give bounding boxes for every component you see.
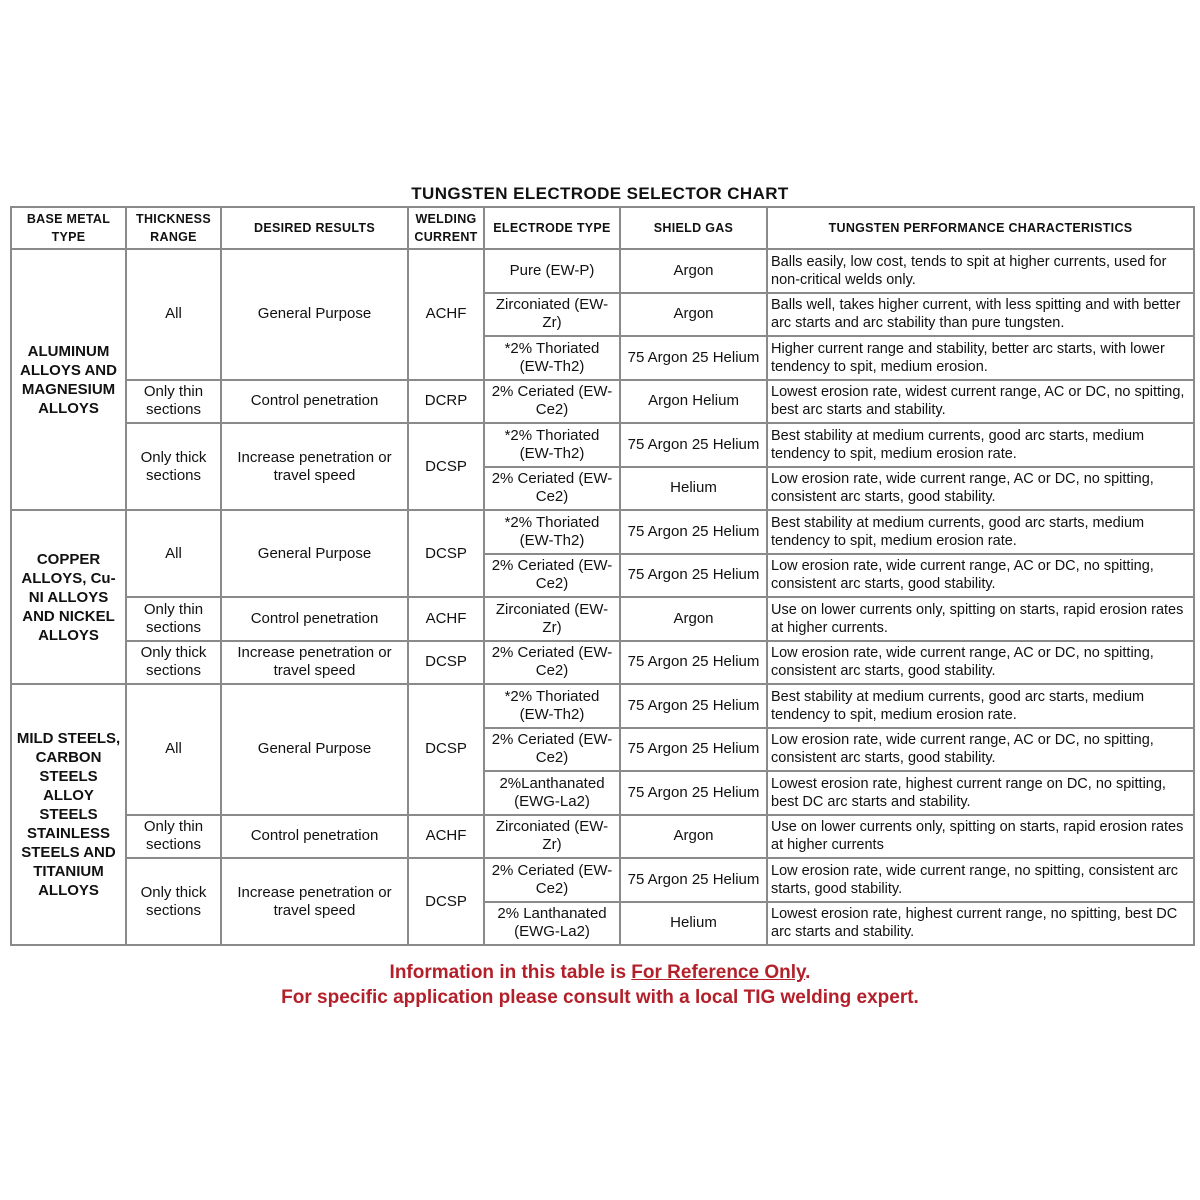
desired-results-cell: Control penetration [221, 380, 408, 424]
electrode-selector-table [10, 206, 1195, 946]
base-metal-cell: COPPER ALLOYS, Cu-NI ALLOYS AND NICKEL ALLOYS [11, 510, 126, 684]
performance-cell: Balls easily, low cost, tends to spit at higher currents, used for non-critical welds only. [767, 249, 1194, 293]
notice-line-2: For specific application please consult with a local TIG welding expert. [281, 987, 919, 1008]
thickness-cell: All [126, 249, 221, 380]
shield-gas-cell: Argon [620, 815, 767, 859]
welding-current-cell: ACHF [408, 815, 484, 859]
thickness-cell: All [126, 684, 221, 815]
performance-cell: Lowest erosion rate, widest current range, AC or DC, no spitting, best arc starts and stability. [767, 380, 1194, 424]
shield-gas-cell: 75 Argon 25 Helium [620, 336, 767, 380]
header-base-metal: BASE METAL TYPE [11, 207, 126, 249]
performance-cell: Low erosion rate, wide current range, no spitting, consistent arc starts, good stability. [767, 858, 1194, 902]
desired-results-cell: Control penetration [221, 597, 408, 641]
performance-cell: Lowest erosion rate, highest current range, no spitting, best DC arc starts and stability. [767, 902, 1194, 946]
shield-gas-cell: 75 Argon 25 Helium [620, 554, 767, 598]
shield-gas-cell: 75 Argon 25 Helium [620, 771, 767, 815]
table-row [11, 858, 1194, 902]
desired-results-cell: General Purpose [221, 249, 408, 380]
chart-title: TUNGSTEN ELECTRODE SELECTOR CHART [411, 184, 789, 203]
electrode-type-cell: Zirconiated (EW-Zr) [484, 293, 620, 337]
thickness-cell: Only thin sections [126, 815, 221, 859]
performance-cell: Best stability at medium currents, good arc starts, medium tendency to spit, medium erosion rate. [767, 510, 1194, 554]
header-electrode-type: ELECTRODE TYPE [484, 207, 620, 249]
performance-cell: Best stability at medium currents, good arc starts, medium tendency to spit, medium erosion rate. [767, 684, 1194, 728]
welding-current-cell: DCSP [408, 858, 484, 945]
shield-gas-cell: 75 Argon 25 Helium [620, 684, 767, 728]
shield-gas-cell: 75 Argon 25 Helium [620, 858, 767, 902]
electrode-type-cell: Zirconiated (EW-Zr) [484, 815, 620, 859]
shield-gas-cell: Argon Helium [620, 380, 767, 424]
table-row [11, 423, 1194, 467]
notice-for-reference-only: For Reference Only [631, 962, 806, 983]
thickness-cell: Only thin sections [126, 380, 221, 424]
welding-current-cell: DCSP [408, 510, 484, 597]
shield-gas-cell: 75 Argon 25 Helium [620, 423, 767, 467]
table-row [11, 597, 1194, 641]
table-row [11, 641, 1194, 685]
performance-cell: Balls well, takes higher current, with less spitting and with better arc starts and arc stability than pure tungsten. [767, 293, 1194, 337]
header-performance: TUNGSTEN PERFORMANCE CHARACTERISTICS [767, 207, 1194, 249]
performance-cell: Low erosion rate, wide current range, AC or DC, no spitting, consistent arc starts, good stability. [767, 554, 1194, 598]
welding-current-cell: ACHF [408, 249, 484, 380]
welding-current-cell: DCSP [408, 423, 484, 510]
thickness-cell: Only thick sections [126, 423, 221, 510]
welding-current-cell: DCSP [408, 641, 484, 685]
header-desired-results: DESIRED RESULTS [221, 207, 408, 249]
shield-gas-cell: Argon [620, 249, 767, 293]
performance-cell: Lowest erosion rate, highest current range on DC, no spitting, best DC arc starts and stability. [767, 771, 1194, 815]
electrode-type-cell: *2% Thoriated (EW-Th2) [484, 684, 620, 728]
notice-prefix: Information in this table is [389, 962, 632, 983]
desired-results-cell: Control penetration [221, 815, 408, 859]
electrode-type-cell: 2% Ceriated (EW-Ce2) [484, 641, 620, 685]
desired-results-cell: General Purpose [221, 510, 408, 597]
base-metal-cell: ALUMINUM ALLOYS AND MAGNESIUM ALLOYS [11, 249, 126, 510]
shield-gas-cell: Argon [620, 293, 767, 337]
thickness-cell: Only thick sections [126, 641, 221, 685]
performance-cell: Low erosion rate, wide current range, AC or DC, no spitting, consistent arc starts, good stability. [767, 728, 1194, 772]
reference-notice [0, 960, 1200, 1010]
header-shield-gas: SHIELD GAS [620, 207, 767, 249]
electrode-type-cell: *2% Thoriated (EW-Th2) [484, 510, 620, 554]
electrode-type-cell: 2% Ceriated (EW-Ce2) [484, 380, 620, 424]
table-row [11, 510, 1194, 554]
electrode-type-cell: 2% Ceriated (EW-Ce2) [484, 554, 620, 598]
table-row [11, 815, 1194, 859]
electrode-type-cell: *2% Thoriated (EW-Th2) [484, 336, 620, 380]
header-thickness: THICKNESS RANGE [126, 207, 221, 249]
welding-current-cell: DCRP [408, 380, 484, 424]
desired-results-cell: Increase penetration or travel speed [221, 641, 408, 685]
electrode-type-cell: Pure (EW-P) [484, 249, 620, 293]
performance-cell: Best stability at medium currents, good arc starts, medium tendency to spit, medium erosion rate. [767, 423, 1194, 467]
shield-gas-cell: Helium [620, 902, 767, 946]
shield-gas-cell: Helium [620, 467, 767, 511]
desired-results-cell: Increase penetration or travel speed [221, 423, 408, 510]
welding-current-cell: ACHF [408, 597, 484, 641]
electrode-type-cell: 2% Ceriated (EW-Ce2) [484, 728, 620, 772]
performance-cell: Use on lower currents only, spitting on starts, rapid erosion rates at higher currents [767, 815, 1194, 859]
table-row [11, 249, 1194, 293]
base-metal-cell: MILD STEELS, CARBON STEELS ALLOY STEELS STAINLESS STEELS AND TITANIUM ALLOYS [11, 684, 126, 945]
performance-cell: Low erosion rate, wide current range, AC or DC, no spitting, consistent arc starts, good stability. [767, 467, 1194, 511]
notice-line-1 [0, 960, 1200, 985]
electrode-type-cell: Zirconiated (EW-Zr) [484, 597, 620, 641]
table-row [11, 380, 1194, 424]
desired-results-cell: Increase penetration or travel speed [221, 858, 408, 945]
shield-gas-cell: 75 Argon 25 Helium [620, 510, 767, 554]
electrode-type-cell: 2%Lanthanated (EWG-La2) [484, 771, 620, 815]
electrode-type-cell: 2% Lanthanated (EWG-La2) [484, 902, 620, 946]
shield-gas-cell: 75 Argon 25 Helium [620, 641, 767, 685]
header-row [11, 207, 1194, 249]
welding-current-cell: DCSP [408, 684, 484, 815]
performance-cell: Higher current range and stability, better arc starts, with lower tendency to spit, medium erosion. [767, 336, 1194, 380]
table-row [11, 684, 1194, 728]
performance-cell: Use on lower currents only, spitting on starts, rapid erosion rates at higher currents. [767, 597, 1194, 641]
thickness-cell: Only thin sections [126, 597, 221, 641]
table-body [11, 249, 1194, 945]
electrode-type-cell: 2% Ceriated (EW-Ce2) [484, 858, 620, 902]
thickness-cell: Only thick sections [126, 858, 221, 945]
notice-suffix: . [805, 962, 811, 983]
electrode-type-cell: *2% Thoriated (EW-Th2) [484, 423, 620, 467]
performance-cell: Low erosion rate, wide current range, AC or DC, no spitting, consistent arc starts, good stability. [767, 641, 1194, 685]
header-welding-current: WELDING CURRENT [408, 207, 484, 249]
electrode-type-cell: 2% Ceriated (EW-Ce2) [484, 467, 620, 511]
shield-gas-cell: 75 Argon 25 Helium [620, 728, 767, 772]
desired-results-cell: General Purpose [221, 684, 408, 815]
thickness-cell: All [126, 510, 221, 597]
shield-gas-cell: Argon [620, 597, 767, 641]
